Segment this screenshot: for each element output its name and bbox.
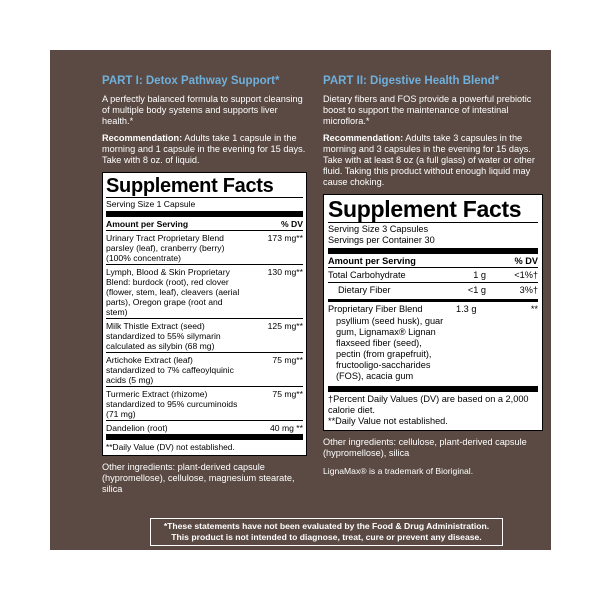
part-two-column <box>323 75 543 477</box>
ingredient-name: Urinary Tract Proprietary Blend parsley (leaf), cranberry (berry) (100% concentrate) <box>106 233 225 264</box>
facts-footnote-dv: †Percent Daily Values (DV) are based on a 2,000 calorie diet. <box>328 386 538 416</box>
ingredient-amount: 130 mg** <box>267 267 303 278</box>
rec-text: Adults take 1 capsule in the morning and 1 capsule in the evening for 15 days. Take with 8 oz. of liquid. <box>102 132 306 166</box>
ingredient-name: Lymph, Blood & Skin Proprietary Blend: burdock (root), red clover (flower, stem, leaf), cleavers (aerial parts), Oregon grape (root and stem) <box>106 267 240 318</box>
servings-per-container: Servings per Container 30 <box>328 234 435 245</box>
facts-row <box>328 267 538 282</box>
facts-row <box>106 230 303 264</box>
dv-header: % DV <box>514 255 538 266</box>
facts-row <box>106 352 303 386</box>
part-two-title: PART II: Digestive Health Blend* <box>323 75 500 87</box>
facts-heading: Supplement Facts <box>106 175 274 198</box>
nutrient-amount: <1 g <box>467 284 486 295</box>
rec-label: Recommendation: <box>102 132 183 143</box>
blend-detail: psyllium (seed husk), guar gum, Lignamax® Lignan flaxseed fiber (seed), pectin (from grapefruit), fructooligo-saccharides (FOS), acacia gum <box>336 315 444 381</box>
facts-row <box>106 264 303 318</box>
ingredient-name: Turmeric Extract (rhizome) standardized to 95% curcuminoids (71 mg) <box>106 389 238 420</box>
rec-label: Recommendation: <box>323 132 404 143</box>
other-ingredients-one: Other ingredients: plant-derived capsule (hypromellose), cellulose, magnesium stearate, silica <box>102 462 295 495</box>
facts-footnote: **Daily Value (DV) not established. <box>106 434 303 452</box>
nutrient-dv: <1%† <box>514 269 538 280</box>
serving-size: Serving Size 1 Capsule <box>106 197 303 209</box>
facts-header-row <box>328 256 538 267</box>
facts-row <box>106 420 303 434</box>
amount-header: Amount per Serving <box>106 219 189 230</box>
nutrient-name: Dietary Fiber <box>338 284 391 295</box>
part-one-recommendation <box>102 133 307 167</box>
amount-header: Amount per Serving <box>328 255 416 266</box>
dv-header: % DV <box>281 219 303 230</box>
ingredient-amount: 173 mg** <box>267 233 303 244</box>
ingredient-amount: 75 mg** <box>272 355 303 366</box>
facts-footnote-na: **Daily Value not established. <box>328 415 448 426</box>
label-panel <box>50 50 551 550</box>
serving-size: Serving Size 3 Capsules <box>328 222 538 235</box>
nutrient-dv: 3%† <box>519 284 538 295</box>
blend-dv: ** <box>530 303 538 314</box>
facts-row <box>106 318 303 352</box>
nutrient-name: Total Carbohydrate <box>328 269 406 280</box>
facts-row <box>106 386 303 420</box>
ingredient-amount: 75 mg** <box>272 389 303 400</box>
part-one-title: PART I: Detox Pathway Support* <box>102 75 280 87</box>
ingredient-name: Milk Thistle Extract (seed) standardized to 55% silymarin calculated as silybin (68 mg) <box>106 321 221 352</box>
fda-disclaimer <box>150 518 503 546</box>
part-one-column <box>102 75 307 495</box>
facts-row <box>328 282 538 297</box>
ingredient-amount: 40 mg ** <box>270 423 303 434</box>
part-two-intro: Dietary fibers and FOS provide a powerful prebiotic boost to support the maintenance of intestinal microflora.* <box>323 94 532 127</box>
ingredient-amount: 125 mg** <box>267 321 303 332</box>
other-ingredients-two: Other ingredients: cellulose, plant-derived capsule (hypromellose), silica <box>323 436 527 458</box>
blend-name: Proprietary Fiber Blend <box>328 303 423 314</box>
part-one-intro: A perfectly balanced formula to support cleansing of multiple body systems and supports liver health.* <box>102 94 303 127</box>
supplement-facts-two <box>323 194 543 431</box>
supplement-facts-one <box>102 172 307 456</box>
blend-amount: 1.3 g <box>456 303 477 314</box>
blend-row <box>328 302 538 316</box>
disclaimer-line-1: *These statements have not been evaluated by the Food & Drug Administration. <box>163 521 490 531</box>
facts-heading: Supplement Facts <box>328 195 522 222</box>
rec-text: Adults take 3 capsules in the morning and 3 capsules in the evening for 15 days. Take with at least 8 oz (a full glass) of water or other fluid. Taking this product without enough liquid may cause choking. <box>323 132 535 188</box>
nutrient-amount: 1 g <box>473 269 486 280</box>
ingredient-name: Artichoke Extract (leaf) standardized to 7% caffeoylquinic acids (5 mg) <box>106 355 234 386</box>
disclaimer-line-2: This product is not intended to diagnose, treat, cure or prevent any disease. <box>171 532 482 542</box>
trademark-note: LignaMax® is a trademark of Bioriginal. <box>323 465 474 476</box>
part-two-recommendation <box>323 133 543 189</box>
ingredient-name: Dandelion (root) <box>106 423 168 434</box>
facts-header-row <box>106 219 303 230</box>
